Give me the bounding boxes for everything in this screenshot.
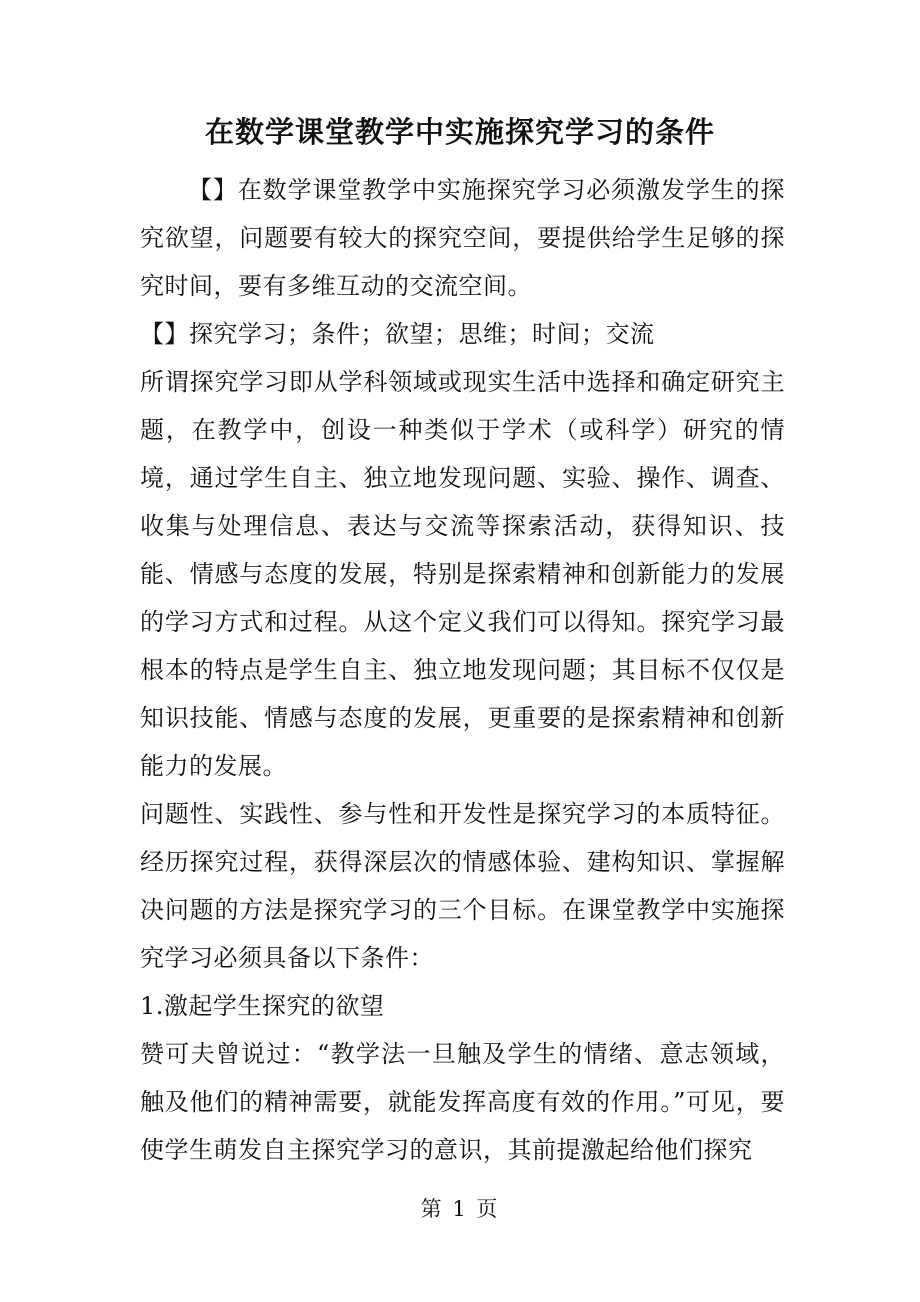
quote-paragraph: 赞可夫曾说过：“教学法一旦触及学生的情绪、意志领域，触及他们的精神需要，就能发挥高度有效的作用。”可见，要使学生萌发自主探究学习的意识，其前提激起给他们探究: [140, 1040, 785, 1164]
definition-paragraph: 所谓探究学习即从学科领域或现实生活中选择和确定研究主题，在教学中，创设一种类似于学术（或科学）研究的情境，通过学生自主、独立地发现问题、实验、操作、调查、收集与处理信息、表达与交流等探索活动，获得知识、技能、情感与态度的发展，特别是探索精神和创新能力的发展的学习方式和过程。从这个定义我们可以得知。探究学习最根本的特点是学生自主、独立地发现问题；其目标不仅仅是知识技能、情感与态度的发展，更重要的是探索精神和创新能力的发展。: [140, 368, 785, 780]
section-heading: 1.激起学生探究的欲望: [140, 992, 385, 1020]
document-title: 在数学课堂教学中实施探究学习的条件: [204, 115, 715, 149]
page-number: 第 1 页: [420, 1197, 500, 1221]
features-paragraph: 问题性、实践性、参与性和开发性是探究学习的本质特征。经历探究过程，获得深层次的情感体验、建构知识、掌握解决问题的方法是探究学习的三个目标。在课堂教学中实施探究学习必须具备以下条件：: [140, 800, 785, 972]
document-body: [140, 166, 785, 1174]
keywords-paragraph: 【】探究学习；条件；欲望；思维；时间；交流: [140, 320, 655, 348]
abstract-paragraph: 【】在数学课堂教学中实施探究学习必须激发学生的探究欲望，问题要有较大的探究空间，要提供给学生足够的探究时间，要有多维互动的交流空间。: [140, 176, 785, 300]
